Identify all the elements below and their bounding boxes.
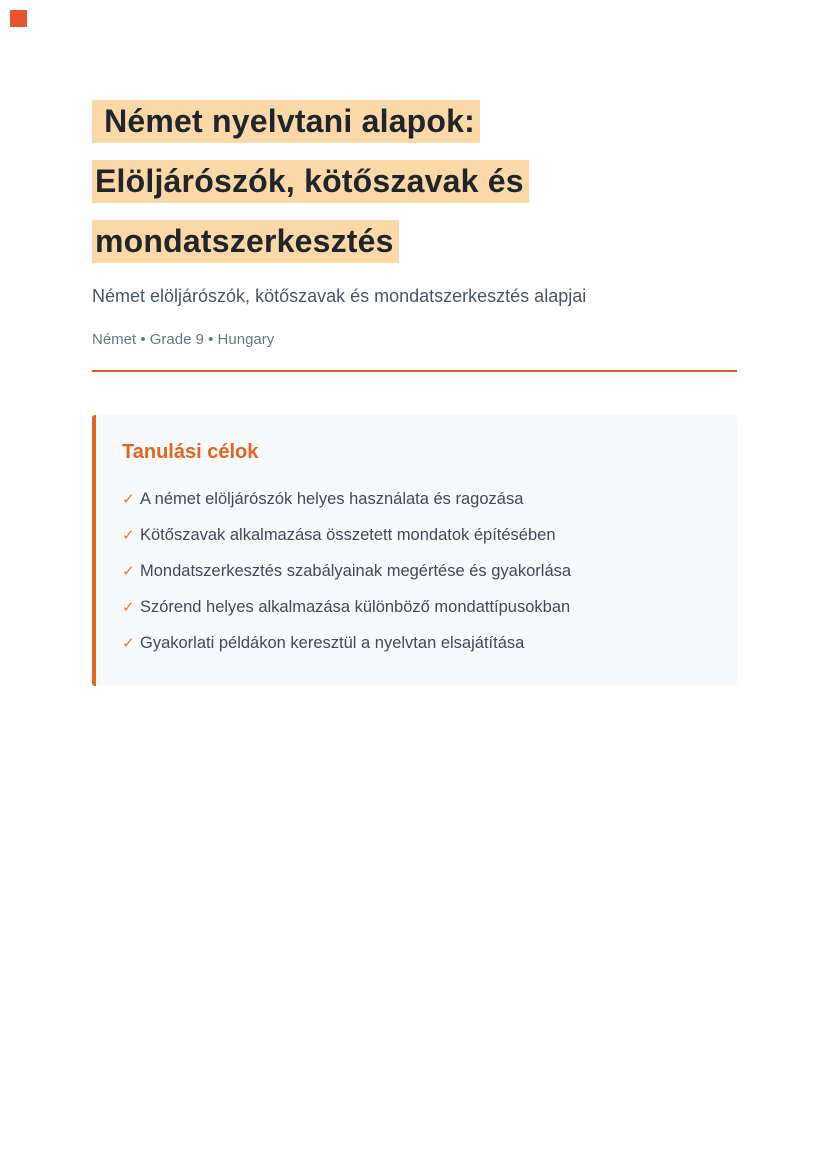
objectives-heading: Tanulási célok bbox=[122, 441, 259, 463]
objectives-list bbox=[122, 488, 713, 654]
objectives-card bbox=[92, 415, 737, 686]
brand-mark bbox=[10, 10, 27, 27]
objective-item bbox=[122, 560, 713, 582]
objective-item bbox=[122, 632, 713, 654]
objective-item bbox=[122, 524, 713, 546]
objective-item-label: Mondatszerkesztés szabályainak megértése és gyakorlása bbox=[140, 562, 572, 580]
objective-item-label: A német elöljárószók helyes használata és ragozása bbox=[140, 490, 524, 508]
title-highlight: Német nyelvtani alapok: bbox=[92, 100, 480, 143]
divider bbox=[92, 370, 737, 372]
course-meta: Német • Grade 9 • Hungary bbox=[92, 331, 275, 348]
objective-item bbox=[122, 488, 713, 510]
title-highlight: Elöljárószók, kötőszavak és bbox=[92, 160, 529, 203]
objective-item-label: Gyakorlati példákon keresztül a nyelvtan elsajátítása bbox=[140, 634, 525, 652]
check-icon: ✓ bbox=[122, 526, 135, 544]
check-icon: ✓ bbox=[122, 490, 135, 508]
check-icon: ✓ bbox=[122, 598, 135, 616]
objective-item-label: Kötőszavak alkalmazása összetett mondatok építésében bbox=[140, 526, 556, 544]
page-title-line-1 bbox=[92, 91, 737, 151]
title-highlight: mondatszerkesztés bbox=[92, 220, 399, 263]
page-title bbox=[92, 91, 737, 271]
objective-item-label: Szórend helyes alkalmazása különböző mondattípusokban bbox=[140, 598, 571, 616]
page-title-line-3 bbox=[92, 211, 737, 271]
check-icon: ✓ bbox=[122, 634, 135, 652]
check-icon: ✓ bbox=[122, 562, 135, 580]
page-title-line-2 bbox=[92, 151, 737, 211]
objective-item bbox=[122, 596, 713, 618]
content-column bbox=[92, 0, 737, 686]
page-subtitle: Német elöljárószók, kötőszavak és mondatszerkesztés alapjai bbox=[92, 286, 587, 306]
